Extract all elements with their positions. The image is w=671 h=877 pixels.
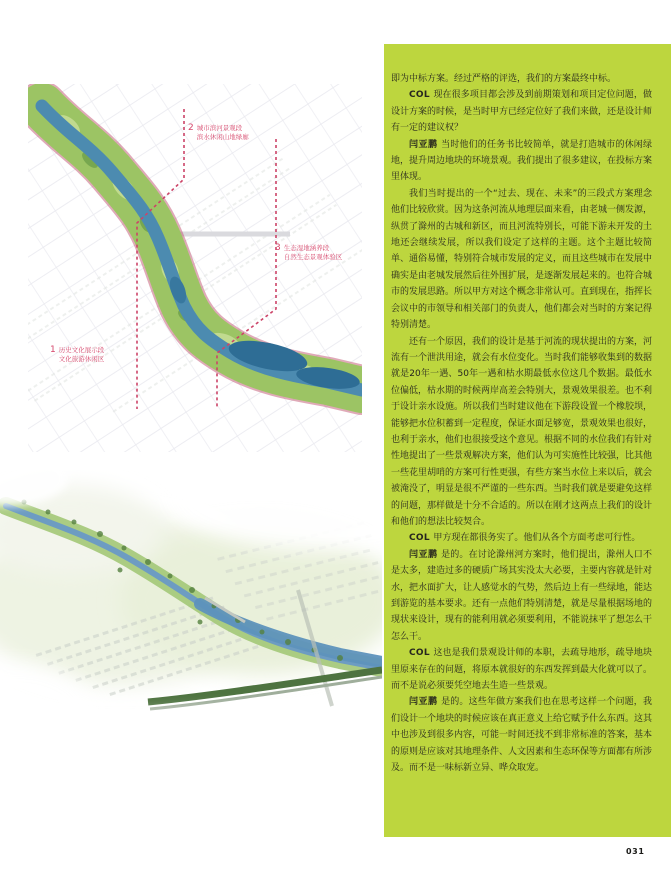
segment-title: 历史文化展示段 xyxy=(58,346,105,354)
segment-subtitle: 自然生态景观体验区 xyxy=(283,252,343,261)
panel-paragraphs xyxy=(391,71,652,776)
segment-label-text xyxy=(59,346,105,363)
aerial-view-figure xyxy=(0,470,382,770)
interview-panel xyxy=(384,44,671,837)
master-plan-figure xyxy=(28,84,362,452)
interview-paragraph-col: COL 现在很多项目都会涉及到前期策划和项目定位问题，做设计方案的时候，是当时甲方已经定位好了我们来做，还是设计师有一定的建议权？ xyxy=(391,90,653,134)
segment-number: 2 xyxy=(188,123,194,133)
interview-paragraph: 即为中标方案。经过严格的评选，我们的方案最终中标。 xyxy=(391,74,617,84)
segment-subtitle: 滨水休闲山地绿廊 xyxy=(196,132,249,141)
segment-number: 3 xyxy=(275,243,281,253)
segment-label-1 xyxy=(50,346,104,363)
interview-paragraph-col: COL 甲方现在都很务实了。他们从各个方面考虑可行性。 xyxy=(409,533,641,544)
interview-paragraph-col: COL 这也是我们景观设计师的本职，去疏导地形，疏导地块里原来存在的问题，将原本就很好的东西发挥到最大化就可以了。而不是说必须要凭空地去生造一些景观。 xyxy=(391,648,653,692)
segment-label-2 xyxy=(188,124,249,141)
segment-subtitle: 文化旅游休闲区 xyxy=(58,354,105,363)
interview-paragraph: 我们当时提出的一个“过去、现在、未来”的三段式方案理念他们比较欣赏。因为这条河流从地理层面来看，由老城一侧发源，纵贯了滁州的古城和新区，而且河流特别长，可能下游未开发的土地还会继续发展，所以我们设定了这样的主题。这个主题比较简单、通俗易懂，特别符合城市发展的定义，而且这些城市在发展中确实是由老城发展然后往外围扩展，是逐渐发展起来的。也符合城市的发展思路。所以甲方对这个概念非常认可。直到现在，指挥长会议中的市领导和相关部门的负责人，他们都会对当时的方案记得特别清楚。 xyxy=(391,188,653,331)
interview-paragraph-闫亚鹏: 闫亚鹏 当时他们的任务书比较简单，就是打造城市的休闲绿地，提升周边地块的环境景观。我们提出了很多建议，在投标方案里体现。 xyxy=(391,139,653,183)
segment-title: 生态湿地涵养段 xyxy=(283,244,330,252)
speaker-name: 闫亚鹏 xyxy=(409,139,442,150)
aerial-view-illustration xyxy=(0,470,382,770)
segment-label-text xyxy=(197,124,249,141)
segment-number: 1 xyxy=(50,345,56,355)
segment-label-text xyxy=(284,244,343,261)
speaker-name: COL xyxy=(409,533,434,544)
page-number: 031 xyxy=(626,847,645,856)
speaker-name: 闫亚鹏 xyxy=(409,697,442,708)
interview-paragraph-闫亚鹏: 闫亚鹏 是的。这些年做方案我们也在思考这样一个问题，我们设计一个地块的时候应该在真正意义上给它赋予什么东西。这其中也涉及到很多内容，可能一时间还找不到非常标准的答案，基本的原则是应该对其地理条件、人文因素和生态环保等方面都有所涉及。而不是一味标新立异、哗众取宠。 xyxy=(391,697,653,774)
segment-label-3 xyxy=(275,244,342,261)
interview-paragraph-闫亚鹏: 闫亚鹏 是的。在讨论滁州河方案时，他们提出，滁州人口不是太多，建造过多的硬质广场其实没太大必要，主要内容就是针对水，把水面扩大，让人感觉水的气势，然后边上有一些绿地，能达到游览的基本要求。还有一点他们特别清楚，就是尽量根据场地的现状来设计，现有的能利用就必须要利用，不能说抹平了想怎么干怎么干。 xyxy=(391,549,653,642)
speaker-name: 闫亚鹏 xyxy=(409,549,442,560)
speaker-name: COL xyxy=(409,648,434,659)
interview-paragraph: 还有一个原因，我们的设计是基于河流的现状提出的方案，河流有一个泄洪用途，就会有水位变化。当时我们能够收集到的数据就是20年一遇、50年一遇和枯水期最低水位这几个数据。最低水位偏低，枯水期的时候两岸高差会特别大，景观效果很差。也不利于设计亲水设施。所以我们当时建议他在下游段设置一个橡胶坝，能够把水位积蓄到一定程度，保证水面足够宽，景观效果也很好，也利于亲水，他们也很接受这个意见。根据不同的水位我们有针对性地提出了一些景观解决方案，他们认为可实施性比较强，比其他一些花里胡哨的方案可行性更强，有些方案当水位上来以后，就会被淹没了，明显是很不严谨的一些东西。当时我们就是要避免这样的问题，那样做是十分不合适的。所以在刚才这两点上我们的设计和他们的想法比较契合。 xyxy=(391,336,653,527)
speaker-name: COL xyxy=(409,90,434,101)
segment-title: 城市滨河景观段 xyxy=(196,124,243,132)
